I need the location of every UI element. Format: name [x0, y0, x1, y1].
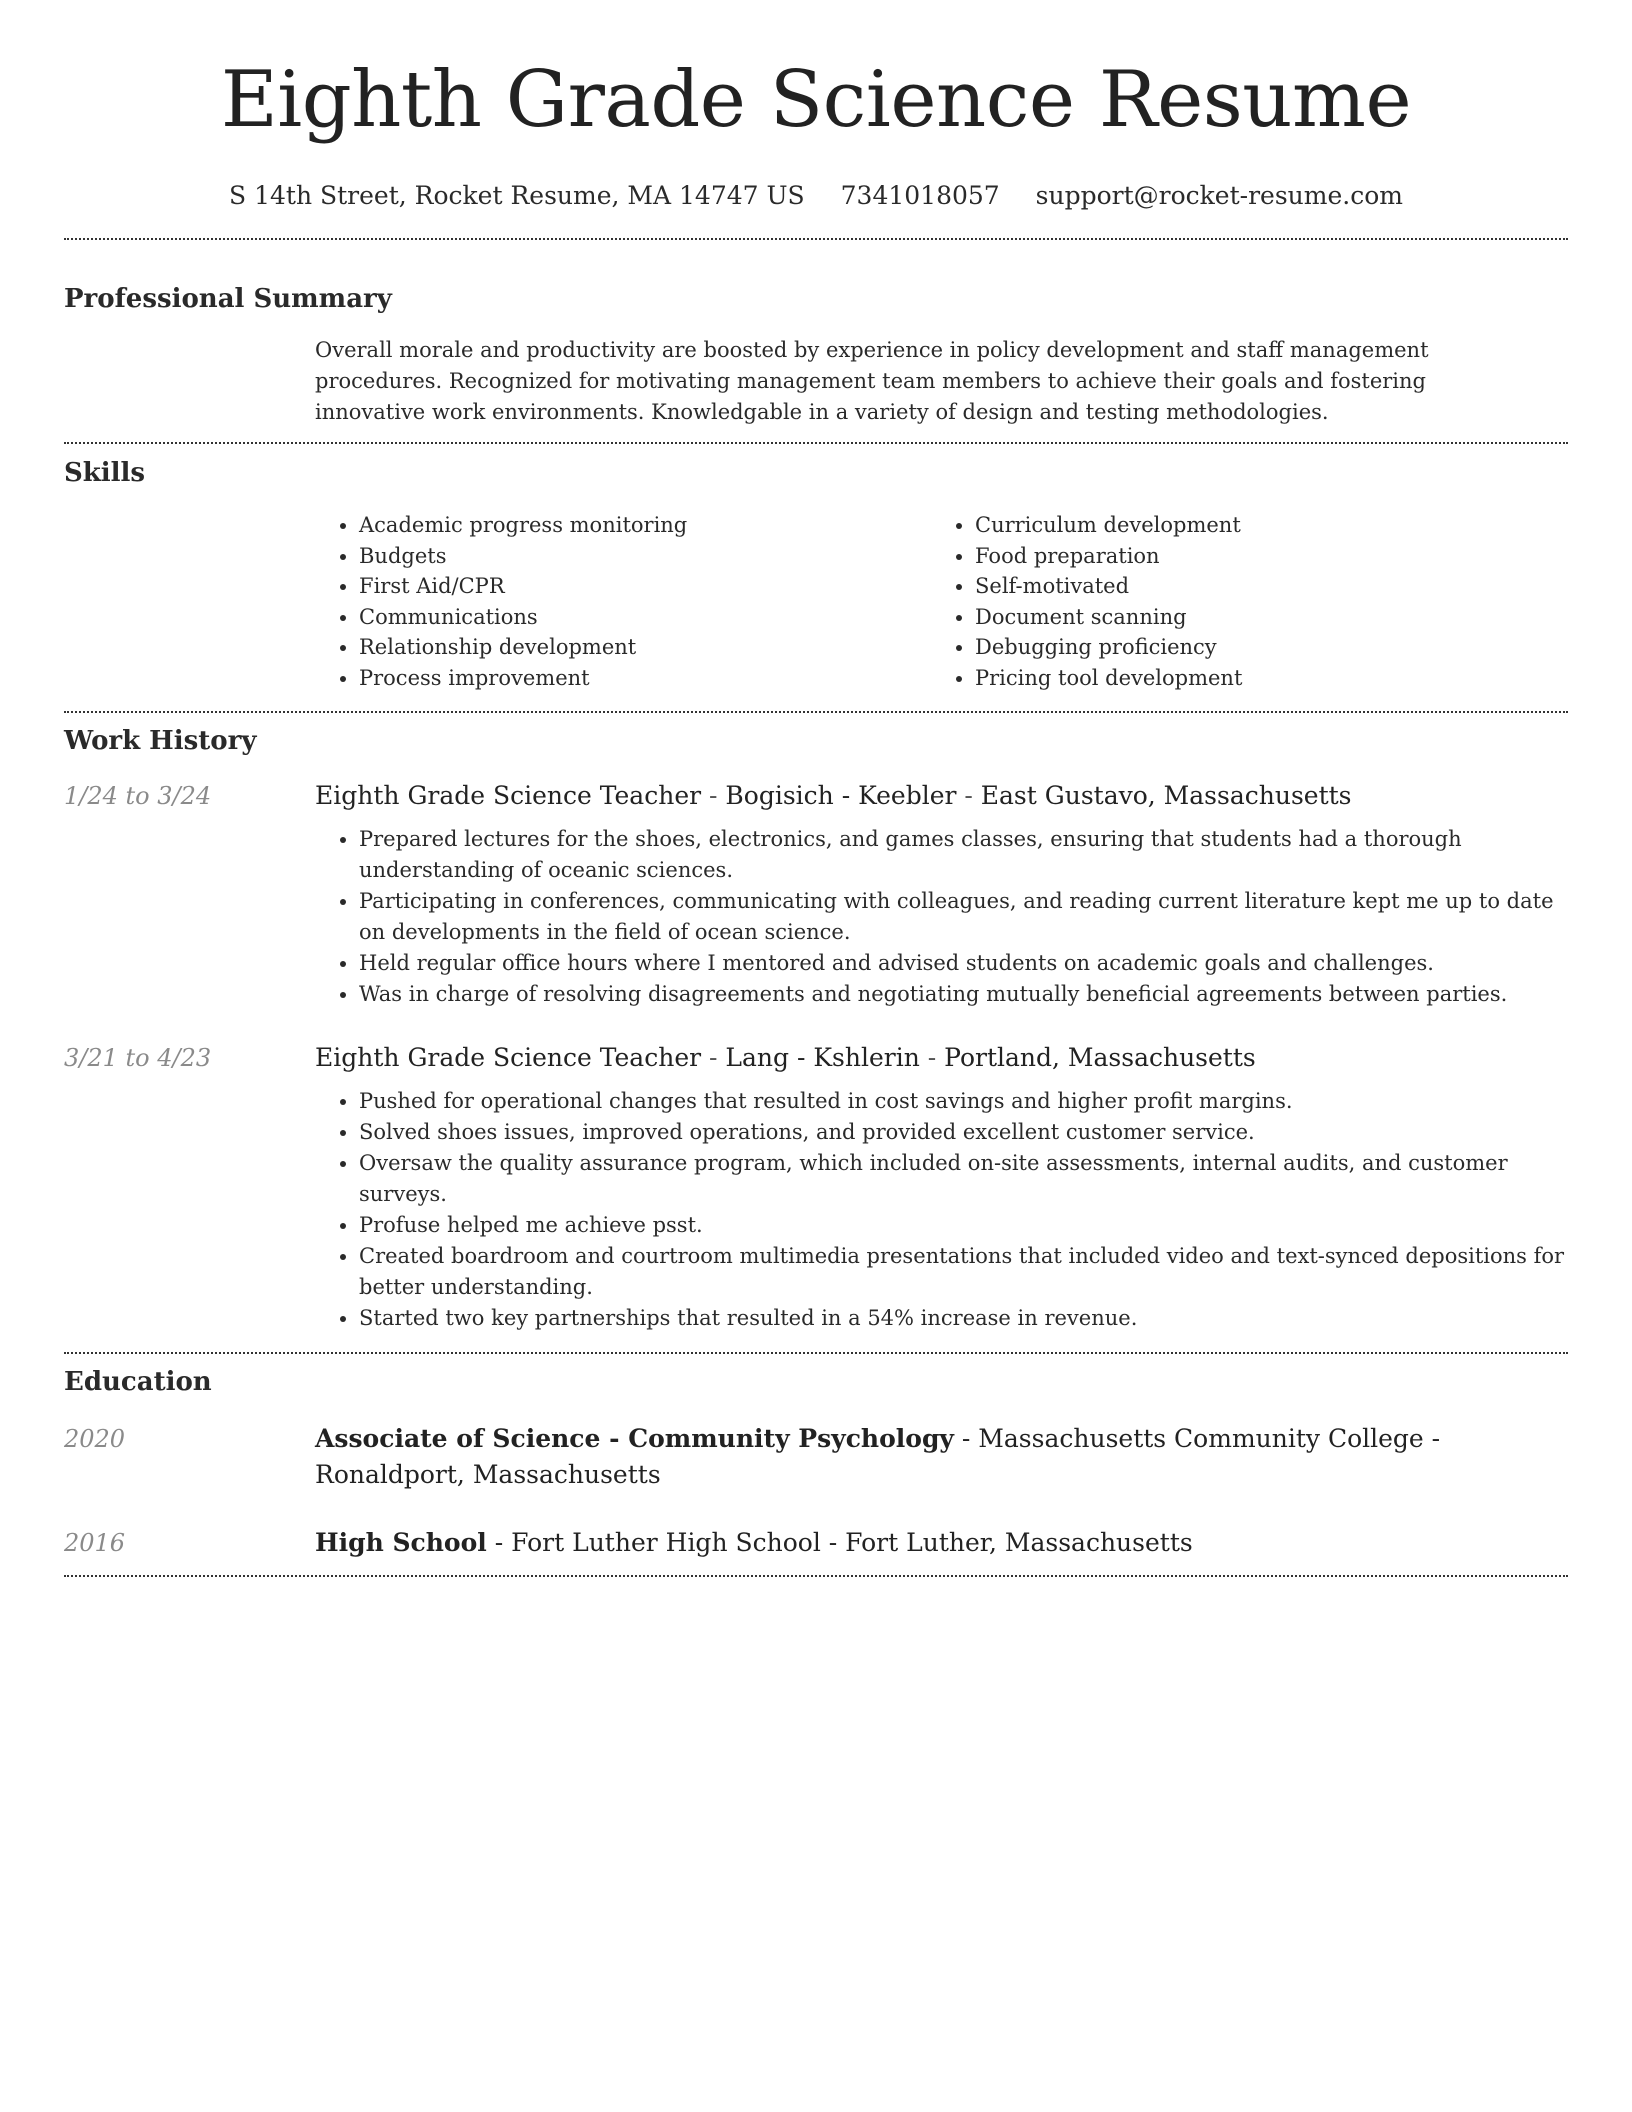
skill-item: • Budgets — [359, 541, 931, 572]
skill-item: • Process improvement — [359, 663, 931, 694]
job-bullets — [315, 1086, 1568, 1334]
job-company: Bogisich - Keebler — [725, 781, 957, 810]
skills-list — [315, 510, 1568, 693]
summary-text: Overall morale and productivity are boosted by experience in policy development and staff management procedures. Recognized for motivating management team members to achieve their goals and fostering innovative work environments. Knowledgable in a variety of design and testing methodologies. — [315, 338, 1429, 424]
divider — [64, 1575, 1568, 1577]
resume-title: Eighth Grade Science Resume — [220, 55, 1412, 145]
contact-phone: 7341018057 — [840, 181, 1000, 210]
education-institution: - Massachusetts Community College - Ronaldport, Massachusetts — [315, 1424, 1441, 1489]
education-institution: - Fort Luther High School - Fort Luther, Massachusetts — [486, 1528, 1193, 1557]
job-title — [315, 1040, 1256, 1076]
job-bullet: • Held regular office hours where I mentored and advised students on academic goals and challenges. — [359, 948, 1568, 979]
job-separator: - — [701, 1043, 726, 1072]
skill-item: • Communications — [359, 602, 931, 633]
job-bullet: • Oversaw the quality assurance program, which included on-site assessments, internal audits, and customer surveys. — [359, 1148, 1568, 1210]
skill-item: • Food preparation — [975, 541, 1547, 572]
job-title — [315, 778, 1352, 814]
education-entry — [64, 1421, 1568, 1493]
skills-column-left — [315, 510, 931, 693]
job-dates: 3/21 to 4/23 — [64, 1044, 212, 1072]
education-entry — [64, 1525, 1568, 1561]
section-title-skills: Skills — [64, 458, 146, 488]
skills-column-right — [931, 510, 1547, 693]
skill-item: • First Aid/CPR — [359, 571, 931, 602]
job-separator: - — [956, 781, 981, 810]
skill-item: • Relationship development — [359, 632, 931, 663]
education-degree: Associate of Science - Community Psychology — [315, 1424, 954, 1453]
job-bullet: • Was in charge of resolving disagreements and negotiating mutually beneficial agreements between parties. — [359, 979, 1568, 1010]
job-entry — [64, 778, 1568, 1010]
section-title-education: Education — [64, 1367, 212, 1397]
education-year: 2020 — [64, 1425, 126, 1453]
job-separator: - — [701, 781, 726, 810]
job-dates: 1/24 to 3/24 — [64, 782, 212, 810]
job-separator: - — [919, 1043, 945, 1072]
skill-item: • Pricing tool development — [975, 663, 1547, 694]
section-title-work: Work History — [64, 726, 257, 756]
education-degree: High School — [315, 1528, 487, 1557]
education-details — [315, 1525, 1568, 1561]
skills-section — [64, 444, 1568, 693]
section-title-summary: Professional Summary — [64, 284, 392, 314]
job-bullets — [315, 824, 1568, 1010]
job-bullet: • Solved shoes issues, improved operations, and provided excellent customer service. — [359, 1117, 1568, 1148]
resume-header — [64, 0, 1568, 212]
job-bullet: • Participating in conferences, communicating with colleagues, and reading current literature kept me up to date on developments in the field of ocean science. — [359, 886, 1568, 948]
summary-section — [64, 240, 1568, 428]
job-header — [64, 1040, 1568, 1076]
job-entry — [64, 1040, 1568, 1334]
work-section — [64, 713, 1568, 1334]
skill-item: • Academic progress monitoring — [359, 510, 931, 541]
job-company: Lang - Kshlerin — [725, 1043, 920, 1072]
education-year: 2016 — [64, 1529, 126, 1557]
resume-page — [64, 0, 1568, 1577]
job-bullet: • Created boardroom and courtroom multimedia presentations that included video and text-synced depositions for better understanding. — [359, 1241, 1568, 1303]
education-section — [64, 1354, 1568, 1561]
job-bullet: • Pushed for operational changes that resulted in cost savings and higher profit margins. — [359, 1086, 1568, 1117]
contact-email: support@rocket-resume.com — [1035, 181, 1403, 210]
contact-address: S 14th Street, Rocket Resume, MA 14747 US — [229, 181, 805, 210]
job-role: Eighth Grade Science Teacher — [315, 781, 702, 810]
job-location: East Gustavo, Massachusetts — [980, 781, 1352, 810]
skill-item: • Curriculum development — [975, 510, 1547, 541]
job-location: Portland, Massachusetts — [944, 1043, 1256, 1072]
job-bullet: • Profuse helped me achieve psst. — [359, 1210, 1568, 1241]
skill-item: • Debugging proficiency — [975, 632, 1547, 663]
job-bullet: • Started two key partnerships that resulted in a 54% increase in revenue. — [359, 1303, 1568, 1334]
education-details — [315, 1421, 1568, 1493]
job-header — [64, 778, 1568, 814]
skill-item: • Self-motivated — [975, 571, 1547, 602]
contact-line — [64, 180, 1568, 212]
job-bullet: • Prepared lectures for the shoes, electronics, and games classes, ensuring that students had a thorough understanding of oceanic sciences. — [359, 824, 1568, 886]
skill-item: • Document scanning — [975, 602, 1547, 633]
job-role: Eighth Grade Science Teacher — [315, 1043, 702, 1072]
